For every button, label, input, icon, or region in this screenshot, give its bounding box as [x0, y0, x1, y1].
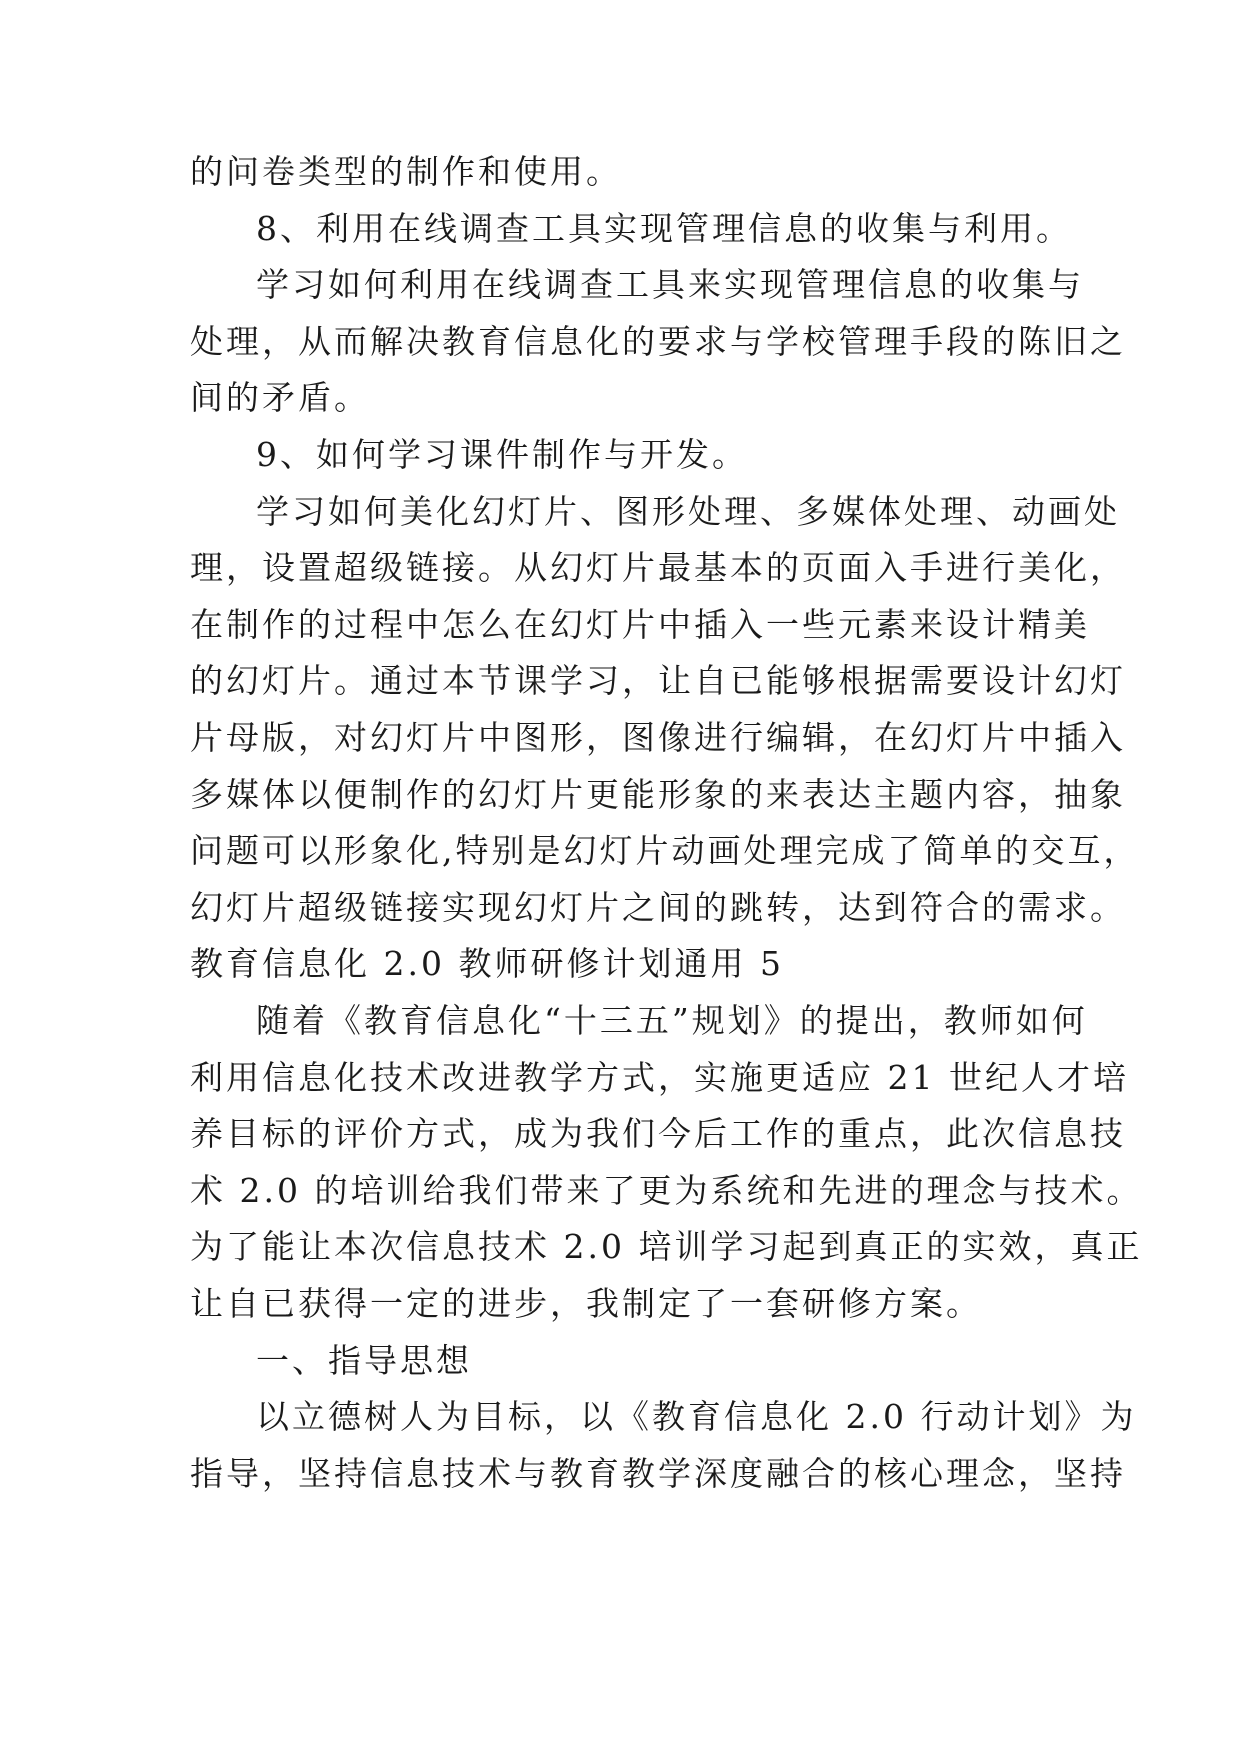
text-line: 的幻灯片。通过本节课学习，让自已能够根据需要设计幻灯	[190, 661, 1126, 700]
text-line: 8、利用在线调查工具实现管理信息的收集与利用。	[256, 209, 1072, 248]
text-line: 让自已获得一定的进步，我制定了一套研修方案。	[190, 1284, 982, 1323]
text-line: 的问卷类型的制作和使用。	[190, 152, 622, 191]
text-line: 指导，坚持信息技术与教育教学深度融合的核心理念，坚持	[190, 1454, 1126, 1493]
text-line: 多媒体以便制作的幻灯片更能形象的来表达主题内容，抽象	[190, 775, 1126, 814]
text-line: 处理，从而解决教育信息化的要求与学校管理手段的陈旧之	[190, 322, 1126, 361]
text-line: 理，设置超级链接。从幻灯片最基本的页面入手进行美化，	[190, 548, 1126, 587]
text-line: 问题可以形象化,特别是幻灯片动画处理完成了简单的交互，	[190, 831, 1140, 870]
text-line: 在制作的过程中怎么在幻灯片中插入一些元素来设计精美	[190, 605, 1090, 644]
section-title: 教育信息化 2.0 教师研修计划通用 5	[190, 944, 784, 983]
text-line: 学习如何利用在线调查工具来实现管理信息的收集与	[256, 265, 1084, 304]
text-line: 幻灯片超级链接实现幻灯片之间的跳转，达到符合的需求。	[190, 888, 1126, 927]
text-line: 为了能让本次信息技术 2.0 培训学习起到真正的实效，真正	[190, 1227, 1143, 1266]
text-line: 养目标的评价方式，成为我们今后工作的重点，此次信息技	[190, 1114, 1126, 1153]
text-line: 间的矛盾。	[190, 378, 370, 417]
section-heading: 一、指导思想	[256, 1341, 472, 1380]
text-line: 随着《教育信息化“十三五”规划》的提出，教师如何	[256, 1001, 1088, 1040]
text-line: 9、如何学习课件制作与开发。	[256, 435, 748, 474]
text-line: 学习如何美化幻灯片、图形处理、多媒体处理、动画处	[256, 492, 1120, 531]
text-line: 以立德树人为目标，以《教育信息化 2.0 行动计划》为	[256, 1397, 1137, 1436]
text-line: 术 2.0 的培训给我们带来了更为系统和先进的理念与技术。	[190, 1171, 1143, 1210]
text-line: 片母版，对幻灯片中图形，图像进行编辑，在幻灯片中插入	[190, 718, 1126, 757]
text-line: 利用信息化技术改进教学方式，实施更适应 21 世纪人才培	[190, 1058, 1129, 1097]
